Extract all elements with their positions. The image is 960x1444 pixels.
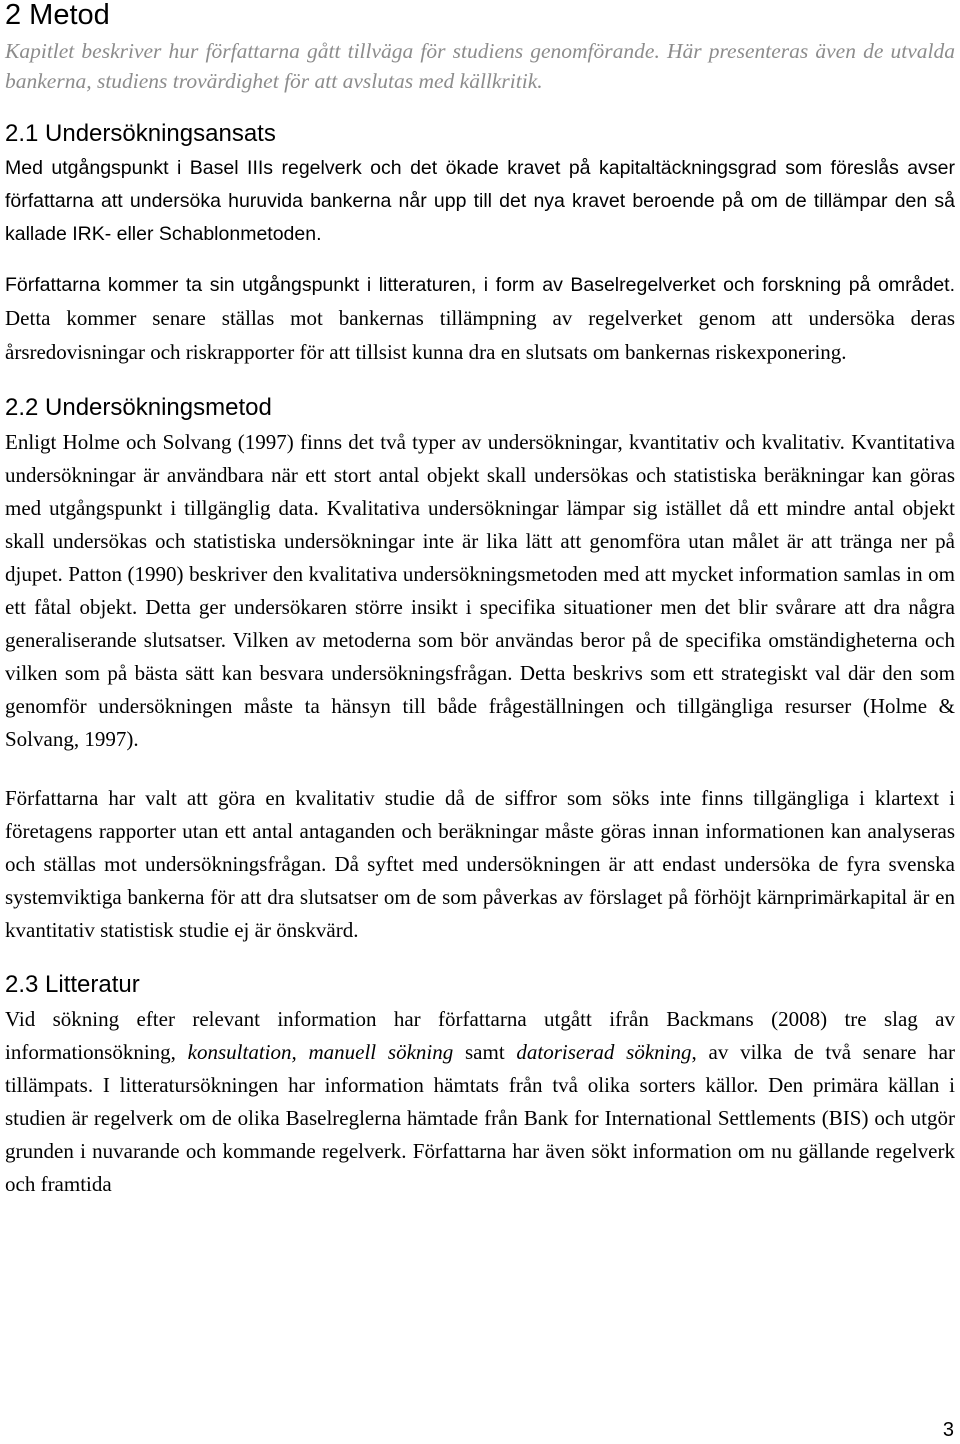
section-heading: 2.1 Undersökningsansats: [5, 120, 276, 147]
emphasis-run: konsultation, manuell sökning: [187, 1040, 454, 1064]
text-run: Vid sökning efter relevant information har författarna utgått ifrån Backmans (2008) tre slag av informationsökning,: [5, 1007, 955, 1064]
chapter-intro: Kapitlet beskriver hur författarna gått tillväga för studiens genomförande. Här presenteras även de utvalda bankerna, studiens trovärdighet för att avslutas med källkritik.: [5, 39, 955, 93]
chapter-title: 2 Metod: [5, 0, 110, 31]
section-litteratur: [5, 969, 955, 1201]
section-heading: 2.3 Litteratur: [5, 971, 140, 998]
paragraph: Enligt Holme och Solvang (1997) finns det två typer av undersökningar, kvantitativ och kvalitativ. Kvantitativa undersökningar är användbara när ett stort antal objekt skall undersökas och statistiska beräkningar kan göras med utgångspunkt i tillgänglig data. Kvalitativa undersökningar lämpar sig istället då ett mindre antal objekt skall undersökas och statistiska undersökningar inte är lika lätt att genomföra utan målet är att tränga ner på djupet. Patton (1990) beskriver den kvalitativa undersökningsmetoden med att mycket information samlas in om ett fåtal objekt. Detta ger undersökaren större insikt i specifika situationer men det blir svårare att dra några generaliserande slutsatser. Vilken av metoderna som bör användas beror på de specifika omständigheterna och vilken som på bästa sätt kan besvara undersökningsfrågan. Detta beskrivs som ett strategiskt val där den som genomför undersökningen måste ta hänsyn till både frågeställningen och tillgängliga resurser (Holme & Solvang, 1997).: [5, 430, 955, 751]
document-page: [5, 0, 955, 1201]
section-undersokningsmetod: [5, 392, 955, 947]
emphasis-run: datoriserad sökning: [516, 1040, 692, 1064]
paragraph: Med utgångspunkt i Basel IIIs regelverk och det ökade kravet på kapitaltäckningsgrad som föreslås avser författarna att undersöka huruvida bankerna når upp till det nya kravet beroende på om de tillämpar den så kallade IRK- eller Schablonmetoden.: [5, 157, 955, 245]
page-number: 3: [942, 1419, 954, 1441]
paragraph-serif-part: Detta kommer senare ställas mot bankernas tillämpning av regelverket genom att undersöka deras årsredovisningar och riskrapporter för att tillsist kunna dra en slutsats om bankernas riskexponering.: [5, 306, 955, 364]
paragraph-sans-part: Författarna kommer ta sin utgångspunkt i litteraturen, i form av Baselregelverket och forskning på området.: [5, 274, 955, 296]
section-heading: 2.2 Undersökningsmetod: [5, 394, 272, 421]
paragraph: [5, 1003, 955, 1201]
paragraph: Författarna har valt att göra en kvalitativ studie då de siffror som söks inte finns tillgängliga i klartext i företagens rapporter utan ett antal antaganden och beräkningar måste göras innan informationen kan analyseras och ställas mot undersökningsfrågan. Då syftet med undersökningen är att endast undersöka de fyra svenska systemviktiga bankerna för att dra slutsatser om de som påverkas av förslaget på förhöjt kärnprimärkapital är en kvantitativ statistisk studie ej är önskvärd.: [5, 786, 955, 942]
text-run: samt: [453, 1040, 517, 1064]
section-undersokningsansats: [5, 118, 955, 370]
paragraph: [5, 269, 955, 370]
text-run: , av vilka de två senare har tillämpats. I litteratursökningen har information hämtats från två olika sorters källor. Den primära källan i studien är regelverk om de olika Baselreglerna hämtade från Bank for International Settlements (BIS) och utgör grunden i nuvarande och kommande regelverk. Författarna har även sökt information om nu gällande regelverk och framtida: [5, 1040, 955, 1196]
